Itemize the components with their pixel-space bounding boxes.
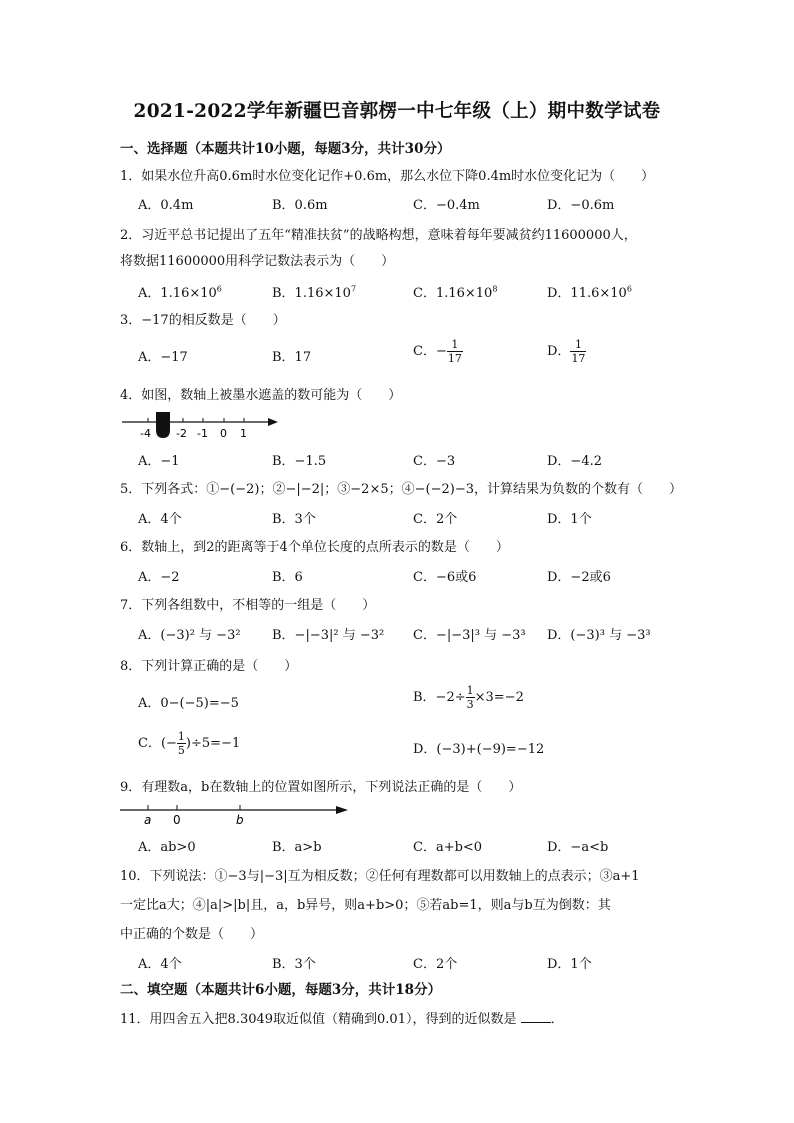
- q2-option-c: C．$1.16\times 10^8$: [413, 284, 498, 301]
- q6-option-a: A．−2: [138, 570, 180, 585]
- tick-label: 1: [240, 427, 247, 440]
- question-7: 7．下列各组数中，不相等的一组是（ ）: [120, 598, 376, 613]
- q9-option-c: C．a+b<0: [413, 840, 483, 855]
- question-11: 11．用四舍五入把8.3049取近似值（精确到0.01），得到的近似数是 ．: [120, 1012, 564, 1027]
- q10-option-a: A．4个: [138, 957, 182, 972]
- q7-option-c: C．−|−3|³ 与 −3³: [413, 628, 526, 643]
- q7-option-d: D．(−3)³ 与 −3³: [547, 628, 651, 643]
- section-heading-choice: 一、选择题（本题共计10小题，每题3分，共计30分）: [120, 141, 451, 157]
- question-2-line-2: 将数据11600000用科学记数法表示为（ ）: [120, 254, 395, 269]
- question-1: 1．如果水位升高0.6m时水位变化记作+0.6m，那么水位下降0.4m时水位变化记为（ ）: [120, 169, 655, 184]
- tick-label: -4: [140, 427, 151, 440]
- question-4: 4．如图，数轴上被墨水遮盖的数可能为（ ）: [120, 388, 402, 403]
- question-10-line-2: 一定比a大；④|a|>|b|且，a，b异号，则a+b>0；⑤若ab=1，则a与b互为倒数：其: [120, 898, 611, 913]
- tick-label: -1: [197, 427, 208, 440]
- tick-label: -2: [176, 427, 187, 440]
- q1-option-b: B．0.6m: [272, 198, 328, 213]
- q9-number-line: [118, 800, 358, 828]
- q4-option-d: D．−4.2: [547, 454, 602, 469]
- q2-option-d: D．$11.6\times 10^6$: [547, 284, 632, 301]
- question-9: 9．有理数a，b在数轴上的位置如图所示，下列说法正确的是（ ）: [120, 780, 522, 795]
- q8-option-c: C．(− $\frac{1}{5}$ )÷5=−1: [138, 730, 241, 757]
- answer-blank: [521, 1012, 551, 1023]
- q3-option-b: B．17: [272, 350, 312, 365]
- q3-option-a: A．−17: [138, 350, 188, 365]
- point-label-b: b: [236, 813, 244, 827]
- q6-option-b: B．6: [272, 570, 303, 585]
- q9-option-a: A．ab>0: [138, 840, 196, 855]
- q9-option-d: D．−a<b: [547, 840, 609, 855]
- q6-option-c: C．−6或6: [413, 570, 477, 585]
- q5-option-a: A．4个: [138, 512, 182, 527]
- q6-option-d: D．−2或6: [547, 570, 611, 585]
- point-label-zero: 0: [173, 813, 181, 827]
- q2-option-b: B．$1.16\times 10^7$: [272, 284, 357, 301]
- q10-option-c: C．2个: [413, 957, 458, 972]
- question-3: 3．−17的相反数是（ ）: [120, 313, 286, 328]
- q1-option-c: C．−0.4m: [413, 198, 480, 213]
- q5-option-d: D．1个: [547, 512, 592, 527]
- question-10-line-3: 中正确的个数是（ ）: [120, 927, 264, 942]
- q7-option-b: B．−|−3|² 与 −3²: [272, 628, 385, 643]
- ink-blot: [156, 412, 170, 438]
- q9-option-b: B．a>b: [272, 840, 322, 855]
- q10-option-b: B．3个: [272, 957, 316, 972]
- q4-option-b: B．−1.5: [272, 454, 327, 469]
- question-6: 6．数轴上，到2的距离等于4个单位长度的点所表示的数是（ ）: [120, 540, 509, 555]
- q10-option-d: D．1个: [547, 957, 592, 972]
- q2-option-a: A．$1.16\times 10^6$: [138, 284, 222, 301]
- q8-option-b: B．−2÷ $\frac{1}{3}$ ×3=−2: [413, 684, 524, 711]
- question-10-line-1: 10．下列说法：①−3与|−3|互为相反数；②任何有理数都可以用数轴上的点表示；③a+1: [120, 869, 640, 884]
- question-8: 8．下列计算正确的是（ ）: [120, 659, 298, 674]
- q1-option-a: A．0.4m: [138, 198, 194, 213]
- q7-option-a: A．(−3)² 与 −3²: [138, 628, 241, 643]
- point-label-a: a: [144, 813, 152, 827]
- q8-option-a: A．0−(−5)=−5: [138, 696, 239, 711]
- q1-option-d: D．−0.6m: [547, 198, 615, 213]
- page-title: 2021-2022学年新疆巴音郭楞一中七年级（上）期中数学试卷: [133, 101, 661, 122]
- tick-label: 0: [220, 427, 227, 440]
- q3-option-d: D． $\frac{1}{17}$: [547, 338, 586, 365]
- q5-option-c: C．2个: [413, 512, 458, 527]
- q3-option-c: C．− $\frac{1}{17}$: [413, 338, 462, 365]
- q5-option-b: B．3个: [272, 512, 316, 527]
- q4-option-c: C．−3: [413, 454, 456, 469]
- q8-option-d: D．(−3)+(−9)=−12: [413, 742, 545, 757]
- question-5: 5．下列各式：①−(−2)；②−|−2|；③−2×5；④−(−2)−3，计算结果为负数的个数有（ ）: [120, 482, 682, 497]
- q4-option-a: A．−1: [138, 454, 180, 469]
- question-2-line-1: 2．习近平总书记提出了五年“精准扶贫”的战略构想，意味着每年要减贫约11600000人，: [120, 228, 637, 243]
- q4-number-line: [118, 408, 283, 442]
- section-heading-fill-blank: 二、填空题（本题共计6小题，每题3分，共计18分）: [120, 982, 442, 998]
